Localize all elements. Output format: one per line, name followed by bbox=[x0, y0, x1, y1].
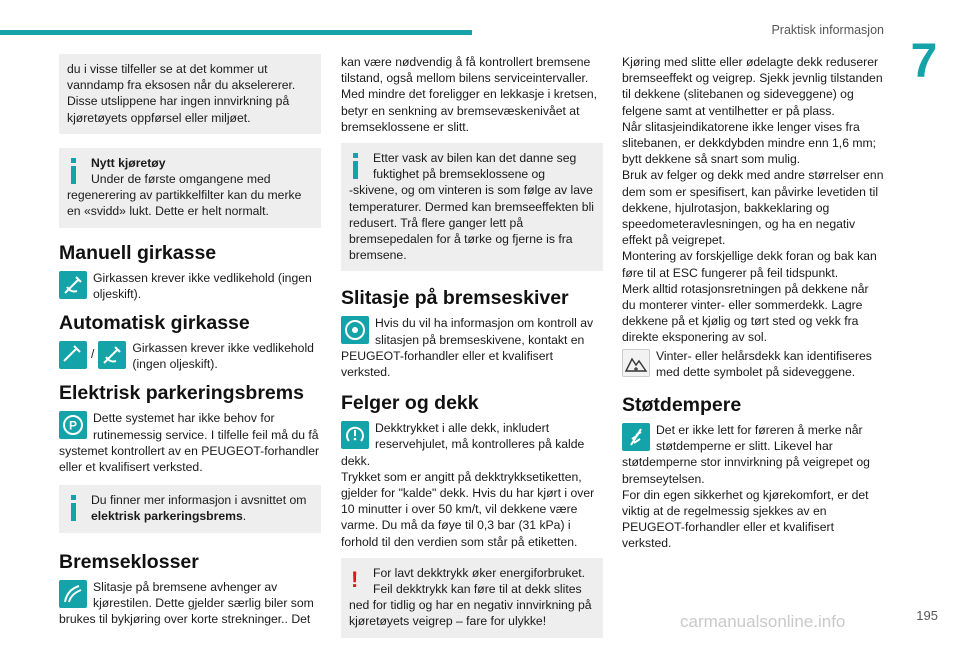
brake-pads-para bbox=[59, 579, 321, 628]
info-rest: -skivene, og om vinteren is som følge av lave temperaturer. Dermed kan bremseeffekten bli redusert. Trå flere ganger lett på bremsepedalen for å tørke og fjerne is fra bremsene. bbox=[349, 183, 594, 263]
manual-gearbox-icon bbox=[59, 271, 87, 299]
warning-icon: ! bbox=[351, 566, 359, 592]
warning-line: For lavt dekktrykk øker energiforbruket. Feil dekktrykk kan føre til at dekk slites bbox=[373, 565, 585, 597]
winter-tyres-para bbox=[622, 348, 884, 380]
manual-gearbox-text: Girkassen krever ikke vedlikehold (ingen oljeskift). bbox=[93, 270, 312, 301]
brake-pads-text: Slitasje på bremsene avhenger av kjørestilen. Dette gjelder særlig biler som brukes til bykjøring over korte strekninger.. Det bbox=[59, 579, 314, 627]
wheels-tyres-text-1: Dekktrykket i alle dekk, inkludert reservehjulet, må kontrolleres på kalde dekk. bbox=[341, 421, 585, 468]
box-text: du i visse tilfeller se at det kommer ut vanndamp fra eksosen når du akselererer. Disse utslippene har ingen innvirkning på kjøretøyets oppførsel eller miljøet. bbox=[67, 62, 296, 125]
info-line: Etter vask av bilen kan det danne seg fuktighet på bremseklossene og bbox=[373, 151, 577, 182]
shock-absorbers-para bbox=[622, 422, 884, 487]
automatic-gearbox-para bbox=[59, 340, 321, 372]
automatic-gearbox-alt-icon bbox=[98, 341, 126, 369]
info-box-parking-brake bbox=[59, 485, 321, 532]
brake-discs-para bbox=[341, 315, 603, 380]
shock-absorbers-text-2: For din egen sikkerhet og kjørekomfort, er det viktig at de regelmessig sjekkes av en PEUGEOT-forhandler eller et kvalifisert verksted. bbox=[622, 487, 869, 551]
watermark: carmanualsonline.info bbox=[680, 612, 846, 631]
tyres-text-1: Kjøring med slitte eller ødelagte dekk reduserer bremseeffekt og veigrep. Sjekk jevnlig tilstanden til dekkene (slitebanen og sideveggene) og felgene samt at ventilhetter er på plass. bbox=[622, 55, 883, 118]
electric-parking-brake-para bbox=[59, 410, 321, 475]
column-2 bbox=[341, 54, 603, 652]
section-title: Praktisk informasjon bbox=[771, 23, 884, 37]
info-box-wash bbox=[341, 143, 603, 271]
warning-rest: ned for tidlig og har en negativ innvirkning på kjøretøyets veigrep – fare for ulykke! bbox=[349, 598, 592, 629]
continued-box bbox=[59, 54, 321, 134]
info-icon bbox=[353, 153, 358, 179]
chapter-number: 7 bbox=[910, 35, 938, 88]
parking-brake-icon bbox=[59, 411, 87, 439]
wheels-tyres-text-2: Trykket som er angitt på dekktrykksetiketten, gjelder for "kalde" dekk. Hvis du har kjørt i over 10 minutter i over 50 km/t, vil dekkene være varme. Du må da føye til 0,3 bar (31 kPa) i forhold til den verdien som står på etiketten. bbox=[341, 469, 595, 549]
automatic-gearbox-icon bbox=[59, 341, 87, 369]
tyres-text-2: Når slitasjeindikatorene ikke lenger vises fra slitebanen, er dekkdybden mindre enn 1,6 mm; bytt dekkene så snart som mulig. bbox=[622, 119, 877, 167]
brake-disc-icon bbox=[341, 316, 369, 344]
info-rest: regenerering av partikkelfilter kan du merke en «svidd» lukt. Dette er helt normalt. bbox=[67, 188, 302, 219]
heading-shock-absorbers: Støtdempere bbox=[622, 394, 742, 417]
tyre-pressure-icon bbox=[341, 421, 369, 449]
info-line: Under de første omgangene med bbox=[91, 172, 271, 187]
brakes-intro-text: kan være nødvendig å få kontrollert bremsene tilstand, også mellom bilens serviceintervaller. Med mindre det foreligger en lekkasje i kretsen, betyr en senkning av bremsevæskenivået at bremseklossene er slitt. bbox=[341, 55, 598, 134]
header-accent-bar bbox=[0, 30, 472, 35]
winter-tyre-symbol-icon bbox=[622, 349, 650, 377]
heading-electric-parking-brake: Elektrisk parkeringsbrems bbox=[59, 382, 304, 405]
heading-wheels-tyres: Felger og dekk bbox=[341, 392, 479, 415]
shock-absorbers-text: Det er ikke lett for føreren å merke når støtdemperne er slitt. Likevel har støtdemperne stor innvirkning på veigrepet og bremseytelsen. bbox=[622, 423, 870, 486]
tyres-text-5: Merk alltid rotasjonsretningen på dekkene når du monterer vinter- eller sommerdekk. Lagre dekkene på et kjølig og tørt sted og vekk fra direkte eksponering av sol. bbox=[622, 281, 869, 345]
info-text: Du finner mer informasjon i avsnittet om elektrisk parkeringsbrems. bbox=[91, 493, 307, 524]
warning-box-tyre-pressure bbox=[341, 558, 603, 638]
automatic-gearbox-text: Girkassen krever ikke vedlikehold (ingen oljeskift). bbox=[132, 341, 314, 372]
heading-brake-pads: Bremseklosser bbox=[59, 550, 199, 573]
info-title: Nytt kjøretøy bbox=[91, 155, 166, 170]
heading-manual-gearbox: Manuell girkasse bbox=[59, 241, 217, 264]
svg-text:P: P bbox=[68, 418, 78, 433]
page-number: 195 bbox=[916, 608, 938, 623]
column-1 bbox=[59, 54, 321, 627]
brake-pads-icon bbox=[59, 580, 87, 608]
tyres-text-3: Bruk av felger og dekk med andre størrelser enn dem som er spesifisert, kan påvirke levetiden til dekkene, hjulrotasjon, bakkeklaring og speedometeravlesningen, og ha en negativ effekt på veigrepet. bbox=[622, 168, 884, 248]
tyres-text-4: Montering av forskjellige dekk foran og bak kan føre til at ESC fungerer på feil tidspunkt. bbox=[622, 249, 877, 280]
brake-discs-text: Hvis du vil ha informasjon om kontroll av slitasjen på bremseskivene, kontakt en PEUGEOT-forhandler eller et kvalifisert verksted. bbox=[341, 316, 594, 380]
manual-gearbox-para bbox=[59, 270, 321, 302]
slash: / bbox=[91, 347, 95, 362]
column-3 bbox=[622, 54, 884, 552]
info-icon bbox=[71, 495, 76, 521]
heading-brake-discs: Slitasje på bremseskiver bbox=[341, 287, 569, 310]
heading-automatic-gearbox: Automatisk girkasse bbox=[59, 312, 250, 335]
wheels-tyres-para bbox=[341, 420, 603, 469]
info-box-new-vehicle bbox=[59, 148, 321, 228]
shock-absorber-icon bbox=[622, 423, 650, 451]
winter-tyres-text: Vinter- eller helårsdekk kan identifiseres med dette symbolet på sideveggene. bbox=[656, 348, 872, 379]
electric-parking-brake-text: Dette systemet har ikke behov for rutinemessig service. I tilfelle feil må du få systemet kontrollert av en PEUGEOT-forhandler eller et kvalifisert verksted. bbox=[59, 411, 320, 475]
info-icon bbox=[71, 158, 76, 184]
